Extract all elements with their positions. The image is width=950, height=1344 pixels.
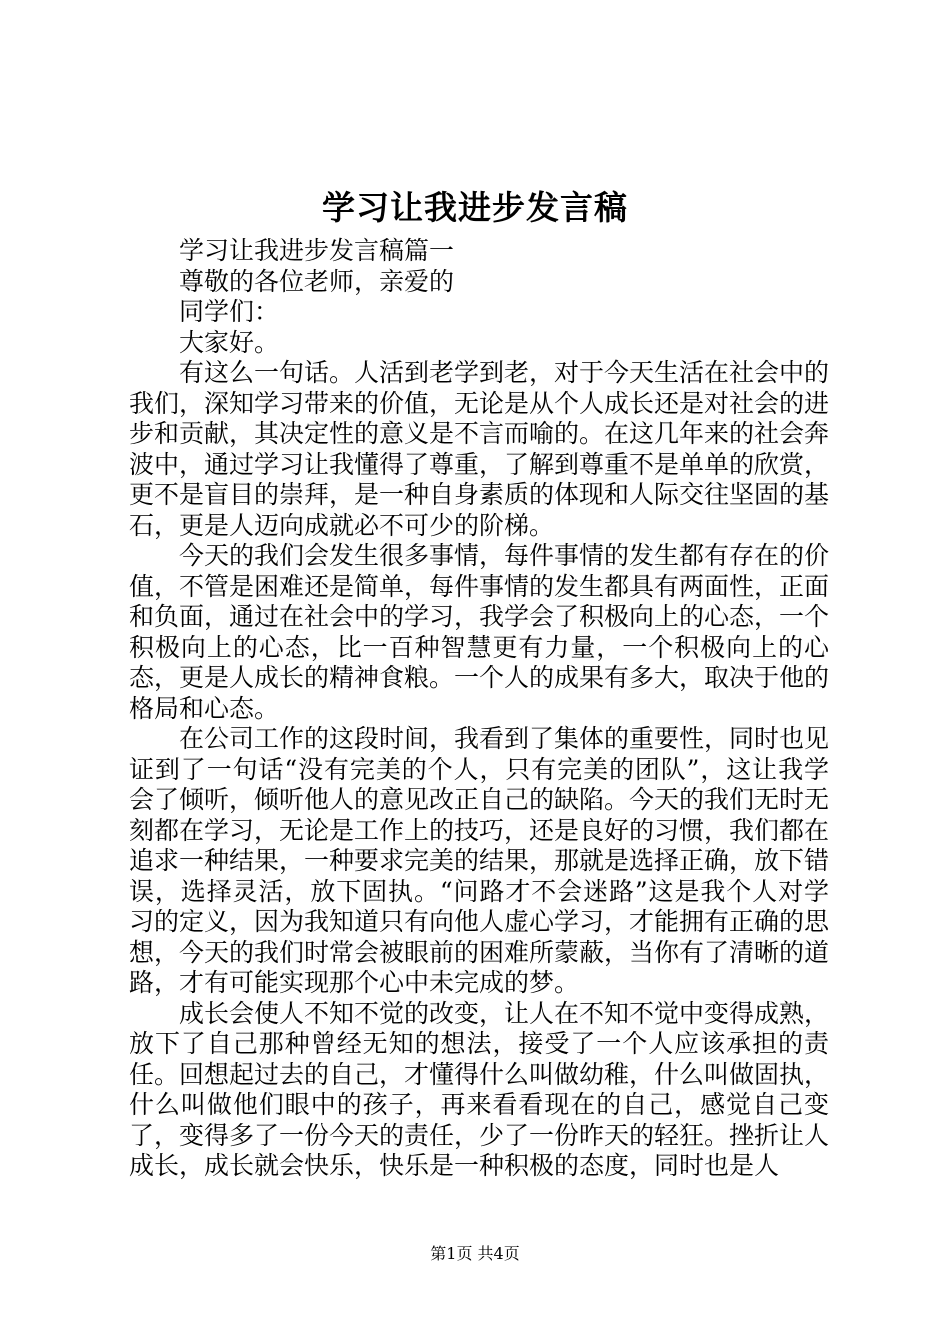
document-title: 学习让我进步发言稿: [322, 188, 628, 227]
paragraph-body-4: 成长会使人不知不觉的改变，让人在不知不觉中变得成熟，放下了自己那种曾经无知的想法，接受了一个人应该承担的责任。回想起过去的自己，才懂得什么叫做幼稚，什么叫做固执，什么叫做他们眼中的孩子，再来看看现在的自己，感觉自己变了，变得多了一份今天的责任，少了一份昨天的轻狂。挫折让人成长，成长就会快乐，快乐是一种积极的态度，同时也是人: [129, 998, 830, 1180]
paragraph-salutation: 尊敬的各位老师，亲爱的: [179, 266, 455, 296]
paragraph-greeting: 大家好。: [179, 327, 280, 357]
paragraph-body-1: 有这么一句话。人活到老学到老，对于今天生活在社会中的我们，深知学习带来的价值，无论是从个人成长还是对社会的进步和贡献，其决定性的意义是不言而喻的。在这几年来的社会奔波中，通过学习让我懂得了尊重，了解到尊重不是单单的欣赏，更不是盲目的崇拜，是一种自身素质的体现和人际交往坚固的基石，更是人迈向成就必不可少的阶梯。: [129, 358, 830, 540]
paragraph-subtitle: 学习让我进步发言稿篇一: [179, 236, 455, 265]
paragraph-body-3: 在公司工作的这段时间，我看到了集体的重要性，同时也见证到了一句话“没有完美的个人，只有完美的团队”，这让我学会了倾听，倾听他人的意见改正自己的缺陷。今天的我们无时无刻都在学习，无论是工作上的技巧，还是良好的习惯，我们都在追求一种结果，一种要求完美的结果，那就是选择正确，放下错误，选择灵活，放下固执。“问路才不会迷路”这是我个人对学习的定义，因为我知道只有向他人虚心学习，才能拥有正确的思想，今天的我们时常会被眼前的困难所蒙蔽，当你有了清晰的道路，才有可能实现那个心中未完成的梦。: [129, 724, 830, 997]
paragraph-body-2: 今天的我们会发生很多事情，每件事情的发生都有存在的价值，不管是困难还是简单，每件事情的发生都具有两面性，正面和负面，通过在社会中的学习，我学会了积极向上的心态，一个积极向上的心态，比一百种智慧更有力量，一个积极向上的心态，更是人成长的精神食粮。一个人的成果有多大，取决于他的格局和心态。: [129, 541, 830, 723]
document-body: [129, 236, 829, 1182]
paragraph-salutation-continued: 同学们：: [179, 297, 280, 326]
page-number-footer: 第1页 共4页: [430, 1244, 520, 1263]
